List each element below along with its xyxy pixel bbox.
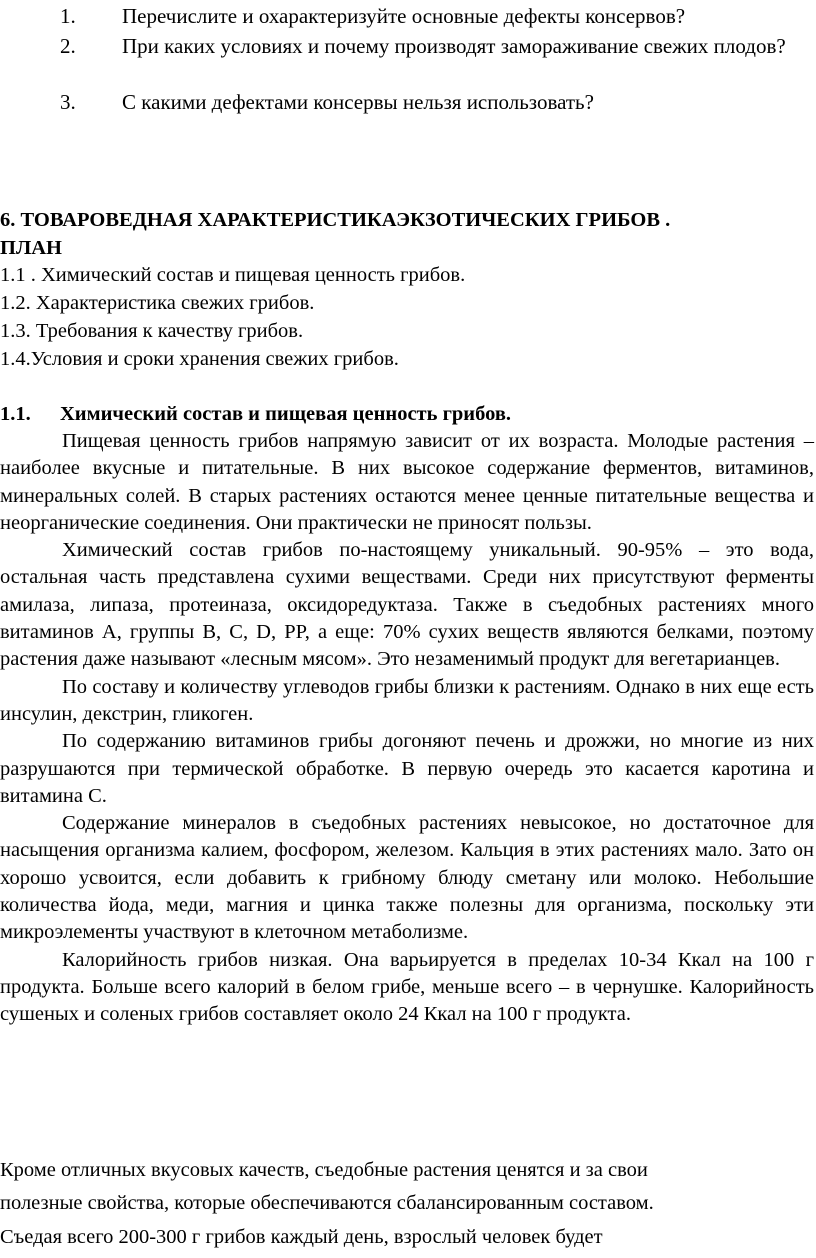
section-title: 6. ТОВАРОВЕДНАЯ ХАРАКТЕРИСТИКАЭКЗОТИЧЕСКИХ ГРИБОВ . xyxy=(0,209,671,231)
paragraph: По содержанию витаминов грибы догоняют печень и дрожжи, но многие из них разрушаются при термической обработке. В первую очередь это касается каротина и витамина С. xyxy=(0,730,814,807)
plan-item: 1.2. Характеристика свежих грибов. xyxy=(0,292,315,314)
subsection-heading xyxy=(0,400,511,428)
question-text xyxy=(122,32,816,60)
question-text-content: При каких условиях и почему производят замораживание свежих плодов? xyxy=(122,34,786,58)
paragraph: Пищевая ценность грибов напрямую зависит от их возраста. Молодые растения – наиболее вкусные и питательные. В них высокое содержание ферментов, витаминов, минеральных солей. В старых растениях остаются менее ценные питательные вещества и неорганические соединения. Они практически не приносят пользы. xyxy=(0,430,814,534)
paragraph: Калорийность грибов низкая. Она варьируется в пределах 10-34 Ккал на 100 г продукта. Больше всего калорий в белом грибе, меньше всего – в чернушке. Калорийность сушеных и соленых грибов составляет около 24 Ккал на 100 г продукта. xyxy=(0,948,814,1026)
question-text: С какими дефектами консервы нельзя использовать? xyxy=(122,90,594,114)
question-number: 3. xyxy=(60,90,76,114)
paragraph: Химический состав грибов по-настоящему уникальный. 90-95% – это вода, остальная часть представлена сухими веществами. Среди них присутствуют ферменты амилаза, липаза, протеиназа, оксидоредуктаза. Также в съедобных растениях много витаминов А, группы В, С, D, PP, а еще: 70% сухих веществ являются белками, поэтому растения даже называют «лесным мясом». Это незаменимый продукт для вегетарианцев. xyxy=(0,539,814,671)
subsection-number: 1.1. xyxy=(0,403,31,425)
section-plan-heading: ПЛАН xyxy=(0,237,62,259)
question-number: 2. xyxy=(60,34,76,58)
body-text xyxy=(0,428,814,1029)
tail-line: полезные свойства, которые обеспечиваются сбалансированным составом. xyxy=(0,1192,654,1214)
tail-line: Съедая всего 200-300 г грибов каждый день, взрослый человек будет xyxy=(0,1226,603,1248)
subsection-title: Химический состав и пищевая ценность грибов. xyxy=(60,403,512,425)
plan-item: 1.1 . Химический состав и пищевая ценность грибов. xyxy=(0,264,466,286)
paragraph: Содержание минералов в съедобных растениях невысокое, но достаточное для насыщения организма калием, фосфором, железом. Кальция в этих растениях мало. Зато он хорошо усвоится, если добавить к грибному блюду сметану или молоко. Небольшие количества йода, меди, магния и цинка также полезны для организма, поскольку эти микроэлементы участвуют в клеточном метаболизме. xyxy=(0,812,814,944)
tail-line: Кроме отличных вкусовых качеств, съедобные растения ценятся и за свои xyxy=(0,1159,648,1181)
question-text: Перечислите и охарактеризуйте основные дефекты консервов? xyxy=(122,4,686,28)
question-number: 1. xyxy=(60,4,76,28)
plan-item: 1.3. Требования к качеству грибов. xyxy=(0,320,304,342)
plan-item: 1.4.Условия и сроки хранения свежих грибов. xyxy=(0,348,399,370)
paragraph: По составу и количеству углеводов грибы близки к растениям. Однако в них еще есть инсулин, декстрин, гликоген. xyxy=(0,675,814,725)
